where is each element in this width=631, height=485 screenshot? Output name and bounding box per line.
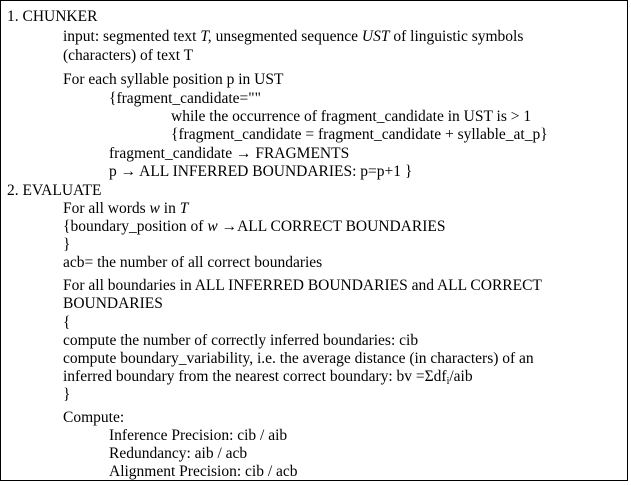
words-var-w: w — [149, 200, 160, 217]
input-text-a: input: segmented text — [63, 28, 201, 45]
bv-text-a: inferred boundary from the nearest correct boundary: bv =Σdf — [63, 368, 447, 385]
boundary-var-w: w — [207, 218, 218, 235]
input-line-1 — [63, 28, 523, 46]
for-boundaries-line-1: For all boundaries in ALL INFERRED BOUNDARIES and ALL CORRECT — [63, 277, 542, 294]
open-brace: { — [63, 314, 71, 331]
acb-line: acb= the number of all correct boundaries — [63, 254, 323, 271]
input-text-b: unsegmented sequence — [211, 28, 362, 45]
close-brace-2: } — [63, 386, 71, 403]
boundaries-line: p → ALL INFERRED BOUNDARIES: p=p+1 } — [109, 163, 413, 180]
fragment-init: {fragment_candidate="" — [109, 90, 261, 107]
bv-text-b: /aib — [449, 368, 473, 385]
words-text-b: in — [159, 200, 180, 217]
fragments-line: fragment_candidate → FRAGMENTS — [109, 145, 350, 162]
compute-label: Compute: — [63, 409, 125, 426]
words-var-T: T — [179, 200, 189, 217]
section1-heading: 1. CHUNKER — [7, 8, 98, 25]
for-boundaries-line-2: BOUNDARIES — [63, 295, 163, 312]
inference-precision: Inference Precision: cib / aib — [109, 427, 288, 444]
cib-line: compute the number of correctly inferred boundaries: cib — [63, 332, 419, 349]
while-body: {fragment_candidate = fragment_candidate + syllable_at_p} — [171, 126, 548, 143]
input-var-T: T, — [200, 28, 212, 45]
words-line — [63, 200, 188, 218]
input-line-2: (characters) of text T — [63, 47, 194, 64]
bv-subscript: i — [446, 376, 450, 387]
section2-heading: 2. EVALUATE — [7, 182, 102, 199]
alignment-precision: Alignment Precision: cib / acb — [109, 463, 298, 480]
while-line: while the occurrence of fragment_candidate in UST is > 1 — [171, 108, 532, 125]
bv-line-1: compute boundary_variability, i.e. the average distance (in characters) of an — [63, 350, 534, 367]
input-var-UST: UST — [361, 28, 390, 45]
boundary-position-line — [63, 218, 445, 236]
bv-line-2 — [63, 368, 473, 386]
boundary-text-b: →ALL CORRECT BOUNDARIES — [217, 218, 446, 235]
words-text-a: For all words — [63, 200, 150, 217]
loop-header: For each syllable position p in UST — [63, 71, 284, 88]
boundary-text-a: {boundary_position of — [63, 218, 208, 235]
close-brace-1: } — [63, 236, 71, 253]
redundancy: Redundancy: aib / acb — [109, 445, 248, 462]
input-text-c: of linguistic symbols — [389, 28, 524, 45]
